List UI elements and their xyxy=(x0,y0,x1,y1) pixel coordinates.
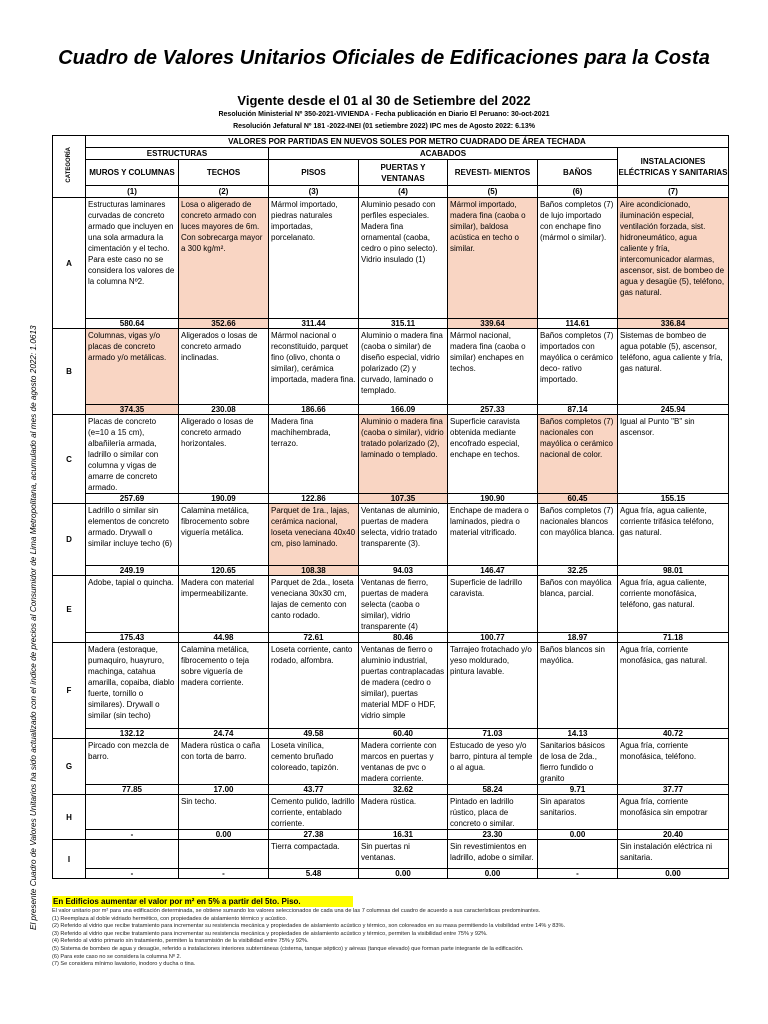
price-cell: 77.85 xyxy=(86,785,179,795)
categoria-header: CATEGORÍA xyxy=(53,136,86,198)
price-cell: 5.48 xyxy=(269,869,359,879)
column-header: REVESTI- MIENTOS xyxy=(448,160,538,186)
description-cell: Parquet de 2da., loseta veneciana 30x30 cm, lajas de cemento con canto rodado. xyxy=(269,576,359,633)
description-cell: Mármol importado, madera fina (caoba o similar), baldosa acústica en techo o similar. xyxy=(448,198,538,319)
description-cell: Estructuras laminares curvadas de concreto armado que incluyen en una sola armadura la cimentación y el techo. Para este caso no se considera los valores de la columna Nº2. xyxy=(86,198,179,319)
description-cell: Igual al Punto "B" sin ascensor. xyxy=(618,415,729,494)
price-cell: 257.69 xyxy=(86,494,179,504)
price-cell: 257.33 xyxy=(448,405,538,415)
price-cell: 0.00 xyxy=(538,830,618,840)
column-number: (6) xyxy=(538,186,618,198)
footnotes xyxy=(52,908,742,969)
price-row xyxy=(53,566,729,576)
price-cell: 0.00 xyxy=(179,830,269,840)
category-letter: C xyxy=(53,415,86,504)
group-acabados: ACABADOS xyxy=(269,148,618,160)
category-row xyxy=(53,329,729,405)
description-cell: Agua fría, corriente monofásica, gas natural. xyxy=(618,643,729,729)
description-cell: Sin instalación eléctrica ni sanitaria. xyxy=(618,840,729,869)
price-cell: 315.11 xyxy=(359,319,448,329)
column-number: (1) xyxy=(86,186,179,198)
price-cell: 49.58 xyxy=(269,729,359,739)
description-cell: Pircado con mezcla de barro. xyxy=(86,739,179,785)
price-cell: 87.14 xyxy=(538,405,618,415)
price-row xyxy=(53,633,729,643)
column-number: (2) xyxy=(179,186,269,198)
description-cell: Ventanas de aluminio, puertas de madera selecta, vidrio tratado transparente (3). xyxy=(359,504,448,566)
column-header: PISOS xyxy=(269,160,359,186)
price-cell: 107.35 xyxy=(359,494,448,504)
price-cell: 245.94 xyxy=(618,405,729,415)
price-cell: 60.45 xyxy=(538,494,618,504)
description-cell: Placas de concreto (e=10 a 15 cm), albañilería armada, ladrillo o similar con columna y vigas de amarre de concreto armado. xyxy=(86,415,179,494)
price-cell: 27.38 xyxy=(269,830,359,840)
price-cell: 336.84 xyxy=(618,319,729,329)
price-cell: 23.30 xyxy=(448,830,538,840)
price-cell: 249.19 xyxy=(86,566,179,576)
category-letter: I xyxy=(53,840,86,879)
table-main-header: VALORES POR PARTIDAS EN NUEVOS SOLES POR METRO CUADRADO DE ÁREA TECHADA xyxy=(86,136,729,148)
side-note: El presente Cuadro de Valores Unitarios ha sido actualizado con el índice de precios al Consumidor de Lima Metropolitana, acumulado al mes de agosto 2022: 1.0613 xyxy=(29,325,38,930)
description-cell: Ladrillo o similar sin elementos de concreto armado. Drywall o similar incluye techo (6) xyxy=(86,504,179,566)
description-cell: Sin techo. xyxy=(179,795,269,830)
description-cell: Baños completos (7) nacionales con mayólica o cerámico nacional de color. xyxy=(538,415,618,494)
column-number: (5) xyxy=(448,186,538,198)
description-cell xyxy=(538,840,618,869)
footnote-line: (7) Se considera mínimo lavatorio, inodoro y ducha o tina. xyxy=(52,961,196,968)
category-row xyxy=(53,840,729,869)
description-cell: Madera fina machihembrada, terrazo. xyxy=(269,415,359,494)
description-cell: Mármol nacional, madera fina (caoba o similar) enchapes en techos. xyxy=(448,329,538,405)
price-cell: 311.44 xyxy=(269,319,359,329)
column-header: TECHOS xyxy=(179,160,269,186)
price-cell: 352.66 xyxy=(179,319,269,329)
category-letter: B xyxy=(53,329,86,415)
column-number: (3) xyxy=(269,186,359,198)
description-cell: Madera (estoraque, pumaquiro, huayruro, machinga, catahua amarilla, copaiba, diablo fuerte, tornillo o similares). Drywall o similar (sin techo) xyxy=(86,643,179,729)
price-cell: 0.00 xyxy=(618,869,729,879)
description-cell: Baños completos (7) importados con mayólica o cerámico deco- rativo importado. xyxy=(538,329,618,405)
description-cell: Calamina metálica, fibrocemento sobre viguería metálica. xyxy=(179,504,269,566)
price-cell: - xyxy=(86,830,179,840)
price-row xyxy=(53,830,729,840)
description-cell: Cemento pulido, ladrillo corriente, entablado corriente. xyxy=(269,795,359,830)
price-cell: 18.97 xyxy=(538,633,618,643)
category-row xyxy=(53,643,729,729)
price-cell: 9.71 xyxy=(538,785,618,795)
category-letter: D xyxy=(53,504,86,576)
description-cell: Superficie de ladrillo caravista. xyxy=(448,576,538,633)
description-cell xyxy=(86,840,179,869)
price-row xyxy=(53,405,729,415)
price-cell: 60.40 xyxy=(359,729,448,739)
page-title: Cuadro de Valores Unitarios Oficiales de Edificaciones para la Costa xyxy=(58,47,710,69)
description-cell: Baños con mayólica blanca, parcial. xyxy=(538,576,618,633)
price-cell: 175.43 xyxy=(86,633,179,643)
price-cell: 17.00 xyxy=(179,785,269,795)
description-cell: Sanitarios básicos de losa de 2da., fierro fundido o granito xyxy=(538,739,618,785)
price-cell: 374.35 xyxy=(86,405,179,415)
price-cell: 43.77 xyxy=(269,785,359,795)
description-cell: Ventanas de fierro, puertas de madera selecta (caoba o similar), vidrio transparente (4) xyxy=(359,576,448,633)
category-letter: H xyxy=(53,795,86,840)
description-cell: Madera corriente con marcos en puertas y ventanas de pvc o madera corriente. xyxy=(359,739,448,785)
price-row xyxy=(53,729,729,739)
description-cell: Losa o aligerado de concreto armado con luces mayores de 6m. Con sobrecarga mayor a 300 kg/m². xyxy=(179,198,269,319)
category-letter: A xyxy=(53,198,86,329)
category-row xyxy=(53,739,729,785)
price-cell: 339.64 xyxy=(448,319,538,329)
description-cell: Estucado de yeso y/o barro, pintura al temple o al agua. xyxy=(448,739,538,785)
yellow-note: En Edificios aumentar el valor por m² en 5% a partir del 5to. Piso. xyxy=(52,896,353,907)
price-cell: 20.40 xyxy=(618,830,729,840)
price-cell: 37.77 xyxy=(618,785,729,795)
description-cell: Sin puertas ni ventanas. xyxy=(359,840,448,869)
description-cell: Aluminio o madera fina (caoba o similar), vidrio tratado polarizado (2), laminado o templado. xyxy=(359,415,448,494)
price-cell: - xyxy=(538,869,618,879)
description-cell: Sistemas de bombeo de agua potable (5), ascensor, teléfono, agua caliente y fría, gas natural. xyxy=(618,329,729,405)
description-cell: Loseta corriente, canto rodado, alfombra. xyxy=(269,643,359,729)
description-cell xyxy=(179,840,269,869)
description-cell: Adobe, tapial o quincha. xyxy=(86,576,179,633)
description-cell: Baños blancos sin mayólica. xyxy=(538,643,618,729)
price-cell: 32.62 xyxy=(359,785,448,795)
category-row xyxy=(53,198,729,319)
description-cell: Tierra compactada. xyxy=(269,840,359,869)
price-cell: - xyxy=(179,869,269,879)
footnote-line: (1) Reemplaza al doble vidriado hermético, con propiedades de aislamiento térmico y acústico. xyxy=(52,915,288,922)
price-cell: 114.61 xyxy=(538,319,618,329)
description-cell: Ventanas de fierro o aluminio industrial, puertas contraplacadas de madera (cedro o similar), puertas material MDF o HDF, vidrio simple xyxy=(359,643,448,729)
description-cell: Parquet de 1ra., lajas, cerámica nacional, loseta veneciana 40x40 cm, piso laminado. xyxy=(269,504,359,566)
valores-table xyxy=(52,135,729,879)
description-cell: Mármol importado, piedras naturales importadas, porcelanato. xyxy=(269,198,359,319)
category-letter: E xyxy=(53,576,86,643)
column-header: BAÑOS xyxy=(538,160,618,186)
column-header: MUROS Y COLUMNAS xyxy=(86,160,179,186)
description-cell: Madera con material impermeabilizante. xyxy=(179,576,269,633)
category-row xyxy=(53,795,729,830)
vigencia-subtitle: Vigente desde el 01 al 30 de Setiembre del 2022 xyxy=(237,93,531,108)
price-cell: 190.90 xyxy=(448,494,538,504)
price-cell: 230.08 xyxy=(179,405,269,415)
footnote-line: (6) Para este caso no se considera la columna Nº 2. xyxy=(52,953,182,960)
price-cell: 58.24 xyxy=(448,785,538,795)
description-cell: Aligerados o losas de concreto armado inclinadas. xyxy=(179,329,269,405)
description-cell: Agua fría, corriente monofásica sin empotrar xyxy=(618,795,729,830)
group-estructuras: ESTRUCTURAS xyxy=(86,148,269,160)
price-cell: 71.18 xyxy=(618,633,729,643)
description-cell: Aluminio pesado con perfiles especiales. Madera fina ornamental (caoba, cedro o pino selecto). Vidrio insulado (1) xyxy=(359,198,448,319)
footnote-line: (5) Sistema de bombeo de agua y desagüe, referido a instalaciones interiores subterráneas (cisterna, tanque séptico) y aéreas (tanque elevado) que forman parte integrante de la edificación. xyxy=(52,945,524,952)
description-cell: Madera rústica. xyxy=(359,795,448,830)
price-cell: 44.98 xyxy=(179,633,269,643)
column-number: (4) xyxy=(359,186,448,198)
price-cell: 0.00 xyxy=(359,869,448,879)
price-cell: 80.46 xyxy=(359,633,448,643)
price-cell: 108.38 xyxy=(269,566,359,576)
description-cell: Agua fría, corriente monofásica, teléfono. xyxy=(618,739,729,785)
price-cell: 190.09 xyxy=(179,494,269,504)
description-cell: Sin aparatos sanitarios. xyxy=(538,795,618,830)
price-cell: 14.13 xyxy=(538,729,618,739)
description-cell: Superficie caravista obtenida mediante encofrado especial, enchape en techos. xyxy=(448,415,538,494)
description-cell: Tarrajeo frotachado y/o yeso moldurado, pintura lavable. xyxy=(448,643,538,729)
price-cell: 40.72 xyxy=(618,729,729,739)
price-row xyxy=(53,319,729,329)
group-instalaciones: INSTALACIONES ELÉCTRICAS Y SANITARIAS xyxy=(618,148,729,186)
description-cell: Mármol nacional o reconstituido, parquet fino (olivo, chonta o similar), cerámica importada, madera fina. xyxy=(269,329,359,405)
resolucion-line-1: Resolución Ministerial Nº 350-2021-VIVIENDA - Fecha publicación en Diario El Peruano: 30-oct-2021 xyxy=(218,111,550,118)
description-cell: Aluminio o madera fina (caoba o similar) de diseño especial, vidrio polarizado (2) y curvado, laminado o templado. xyxy=(359,329,448,405)
description-cell: Aire acondicionado, iluminación especial, ventilación forzada, sist. hidroneumático, agua caliente y fría, intercomunicador alarmas, ascensor, sist. de bombeo de agua y desagüe (5), teléfono, gas natural. xyxy=(618,198,729,319)
column-header: PUERTAS Y VENTANAS xyxy=(359,160,448,186)
price-cell: 0.00 xyxy=(448,869,538,879)
price-row xyxy=(53,869,729,879)
price-cell: 71.03 xyxy=(448,729,538,739)
price-cell: 72.61 xyxy=(269,633,359,643)
description-cell: Calamina metálica, fibrocemento o teja sobre viguería de madera corriente. xyxy=(179,643,269,729)
price-cell: 580.64 xyxy=(86,319,179,329)
description-cell: Enchape de madera o laminados, piedra o material vitrificado. xyxy=(448,504,538,566)
description-cell: Aligerado o losas de concreto armado horizontales. xyxy=(179,415,269,494)
category-row xyxy=(53,504,729,566)
description-cell: Baños completos (7) de lujo importado con enchape fino (mármol o similar). xyxy=(538,198,618,319)
footnote-line: (3) Referido al vidrio que recibe tratamiento para incrementar su resistencia mecánica y propiedades de aislamiento acústico y térmico, permiten la visibilidad entre 75% y 92%. xyxy=(52,930,488,937)
description-cell: Baños completos (7) nacionales blancos con mayólica blanca. xyxy=(538,504,618,566)
description-cell: Columnas, vigas y/o placas de concreto armado y/o metálicas. xyxy=(86,329,179,405)
description-cell: Sin revestimientos en ladrillo, adobe o similar. xyxy=(448,840,538,869)
description-cell xyxy=(86,795,179,830)
price-row xyxy=(53,494,729,504)
category-row xyxy=(53,576,729,633)
description-cell: Loseta vinílica, cemento bruñado coloreado, tapizón. xyxy=(269,739,359,785)
description-cell: Madera rústica o caña con torta de barro. xyxy=(179,739,269,785)
description-cell: Agua fría, agua caliente, corriente trifásica teléfono, gas natural. xyxy=(618,504,729,566)
price-cell: 100.77 xyxy=(448,633,538,643)
price-cell: 98.01 xyxy=(618,566,729,576)
description-cell: Agua fría, agua caliente, corriente monofásica, teléfono, gas natural. xyxy=(618,576,729,633)
price-cell: 166.09 xyxy=(359,405,448,415)
price-cell: 32.25 xyxy=(538,566,618,576)
description-cell: Pintado en ladrillo rústico, placa de concreto o similar. xyxy=(448,795,538,830)
footnote-line: (4) Referido al vidrio primario sin tratamiento, permiten la transmisión de la visibilidad entre 75% y 92%. xyxy=(52,938,309,945)
price-cell: 132.12 xyxy=(86,729,179,739)
footnote-line: El valor unitario por m² para una edificación determinada, se obtiene sumando los valores seleccionados de cada una de las 7 columnas del cuadro de acuerdo a sus características predominantes. xyxy=(52,908,541,914)
resolucion-line-2: Resolución Jefatural Nº 181 -2022-INEI (01 setiembre 2022) IPC mes de Agosto 2022: 6.13% xyxy=(233,123,535,130)
category-letter: G xyxy=(53,739,86,795)
price-cell: 122.86 xyxy=(269,494,359,504)
column-number: (7) xyxy=(618,186,729,198)
price-row xyxy=(53,785,729,795)
category-row xyxy=(53,415,729,494)
price-cell: 186.66 xyxy=(269,405,359,415)
price-cell: - xyxy=(86,869,179,879)
price-cell: 120.65 xyxy=(179,566,269,576)
price-cell: 24.74 xyxy=(179,729,269,739)
price-cell: 146.47 xyxy=(448,566,538,576)
price-cell: 94.03 xyxy=(359,566,448,576)
price-cell: 155.15 xyxy=(618,494,729,504)
category-letter: F xyxy=(53,643,86,739)
footnote-line: (2) Referido al vidrio que recibe tratamiento para incrementar su resistencia mecánica y propiedades de aislamiento acústico y térmico, son coloreados en su masa permitiendo la visibilidad entre 14% y 83%. xyxy=(52,923,566,930)
price-cell: 16.31 xyxy=(359,830,448,840)
